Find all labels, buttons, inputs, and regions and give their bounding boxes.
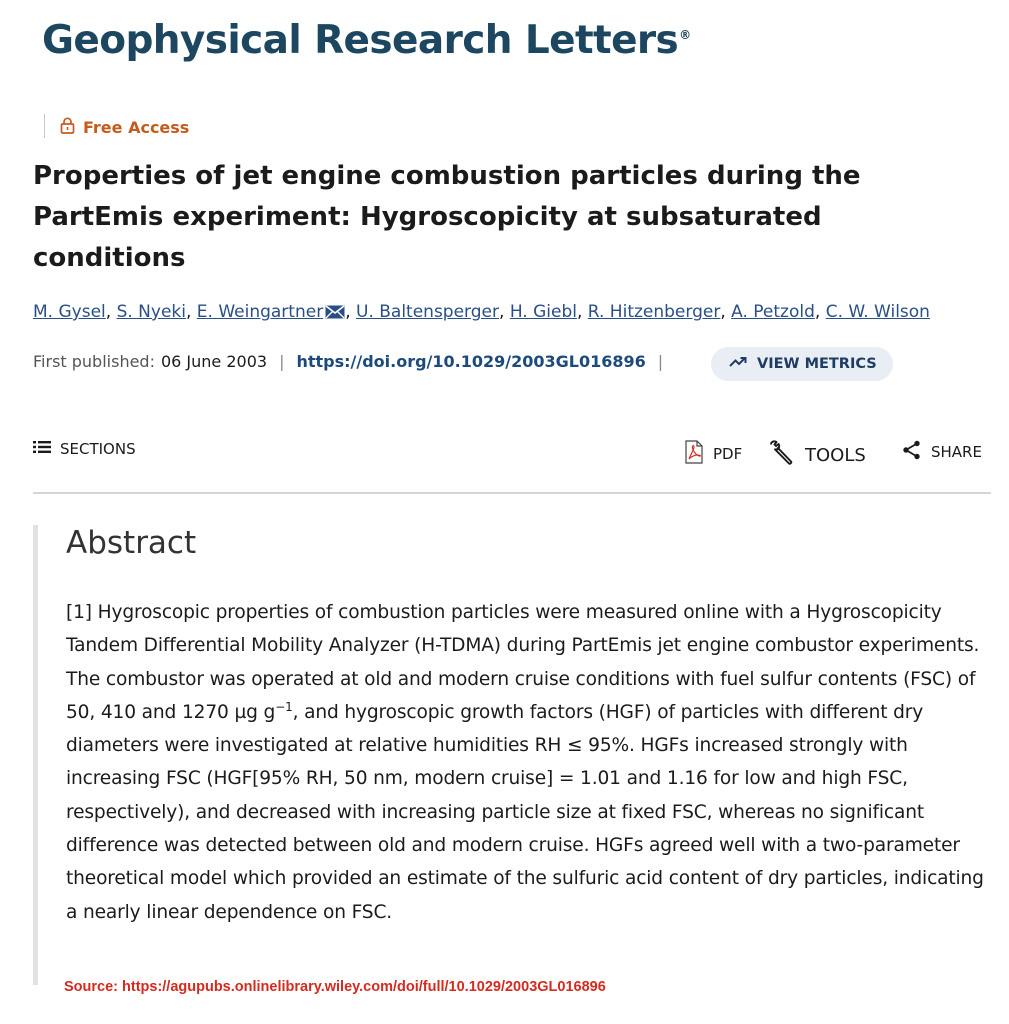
wrench-icon bbox=[768, 440, 796, 471]
share-icon bbox=[902, 440, 922, 464]
separator: | bbox=[279, 352, 285, 371]
registered-mark: ® bbox=[679, 28, 691, 42]
first-published-date: 06 June 2003 bbox=[160, 352, 268, 371]
abstract-superscript: −1 bbox=[275, 699, 293, 714]
source-citation: Source: https://agupubs.onlinelibrary.wiley.com/doi/full/10.1029/2003GL016896 bbox=[64, 979, 606, 995]
lock-icon bbox=[60, 117, 75, 138]
author-list: M. Gysel, S. Nyeki, E. Weingartner , U. Baltensperger, H. Giebl, R. Hitzenberger, A. Petzold, C. W. Wilson bbox=[33, 302, 930, 322]
mail-icon[interactable] bbox=[325, 304, 345, 324]
free-access-label: Free Access bbox=[83, 118, 190, 137]
pdf-icon bbox=[684, 440, 704, 468]
trend-up-icon bbox=[729, 356, 747, 372]
share-label: SHARE bbox=[931, 443, 982, 461]
first-published-label: First published: bbox=[33, 352, 155, 371]
author-link[interactable]: H. Giebl bbox=[509, 302, 577, 322]
list-icon bbox=[33, 440, 51, 458]
doi-link[interactable]: https://doi.org/10.1029/2003GL016896 bbox=[296, 352, 646, 371]
share-button[interactable] bbox=[902, 440, 982, 464]
author-link[interactable]: E. Weingartner bbox=[196, 302, 324, 322]
pdf-label: PDF bbox=[713, 445, 743, 463]
journal-title-text: Geophysical Research Letters bbox=[42, 18, 679, 63]
tools-button[interactable] bbox=[768, 440, 866, 471]
author-link[interactable]: R. Hitzenberger bbox=[587, 302, 721, 322]
publication-info bbox=[33, 352, 675, 371]
journal-title[interactable] bbox=[42, 18, 691, 63]
abstract-heading: Abstract bbox=[66, 525, 197, 561]
abstract-accent-bar bbox=[33, 525, 38, 985]
author-link[interactable]: M. Gysel bbox=[33, 302, 106, 322]
author-link[interactable]: C. W. Wilson bbox=[825, 302, 930, 322]
view-metrics-label: VIEW METRICS bbox=[757, 356, 877, 372]
sections-label: SECTIONS bbox=[60, 440, 136, 458]
author-link[interactable]: A. Petzold bbox=[731, 302, 815, 322]
author-link[interactable]: U. Baltensperger bbox=[356, 302, 499, 322]
abstract-text bbox=[66, 596, 996, 929]
view-metrics-button[interactable] bbox=[711, 347, 893, 381]
free-access-badge bbox=[60, 117, 189, 138]
author-link[interactable]: S. Nyeki bbox=[116, 302, 186, 322]
abstract-text-part: [1] Hygroscopic properties of combustion particles were measured online with a Hygroscopicity Tandem Differential Mobility Analyzer (H-TDMA) during PartEmis jet engine combustor experiments. The combustor was operated at old and modern cruise conditions with fuel sulfur contents (FSC) of 50, 410 and 1270 µg g bbox=[66, 602, 980, 723]
abstract-text-part: , and hygroscopic growth factors (HGF) of particles with different dry diameters were investigated at relative humidities RH ≤ 95%. HGFs increased strongly with increasing FSC (HGF[95% RH, 50 nm, modern cruise] = 1.01 and 1.16 for low and high FSC, respectively), and decreased with increasing particle size at fixed FSC, whereas no significant difference was detected between old and modern cruise. HGFs agreed well with a two-parameter theoretical model which provided an estimate of the sulfuric acid content of dry particles, indicating a nearly linear dependence on FSC. bbox=[66, 701, 984, 923]
separator: | bbox=[657, 352, 664, 371]
pdf-button[interactable] bbox=[684, 440, 742, 468]
toolbar-divider bbox=[33, 492, 991, 494]
sections-button[interactable] bbox=[33, 440, 136, 458]
access-divider bbox=[44, 114, 45, 138]
tools-label: TOOLS bbox=[805, 445, 866, 466]
article-title: Properties of jet engine combustion particles during the PartEmis experiment: Hygroscopicity at subsaturated conditions bbox=[33, 161, 861, 273]
